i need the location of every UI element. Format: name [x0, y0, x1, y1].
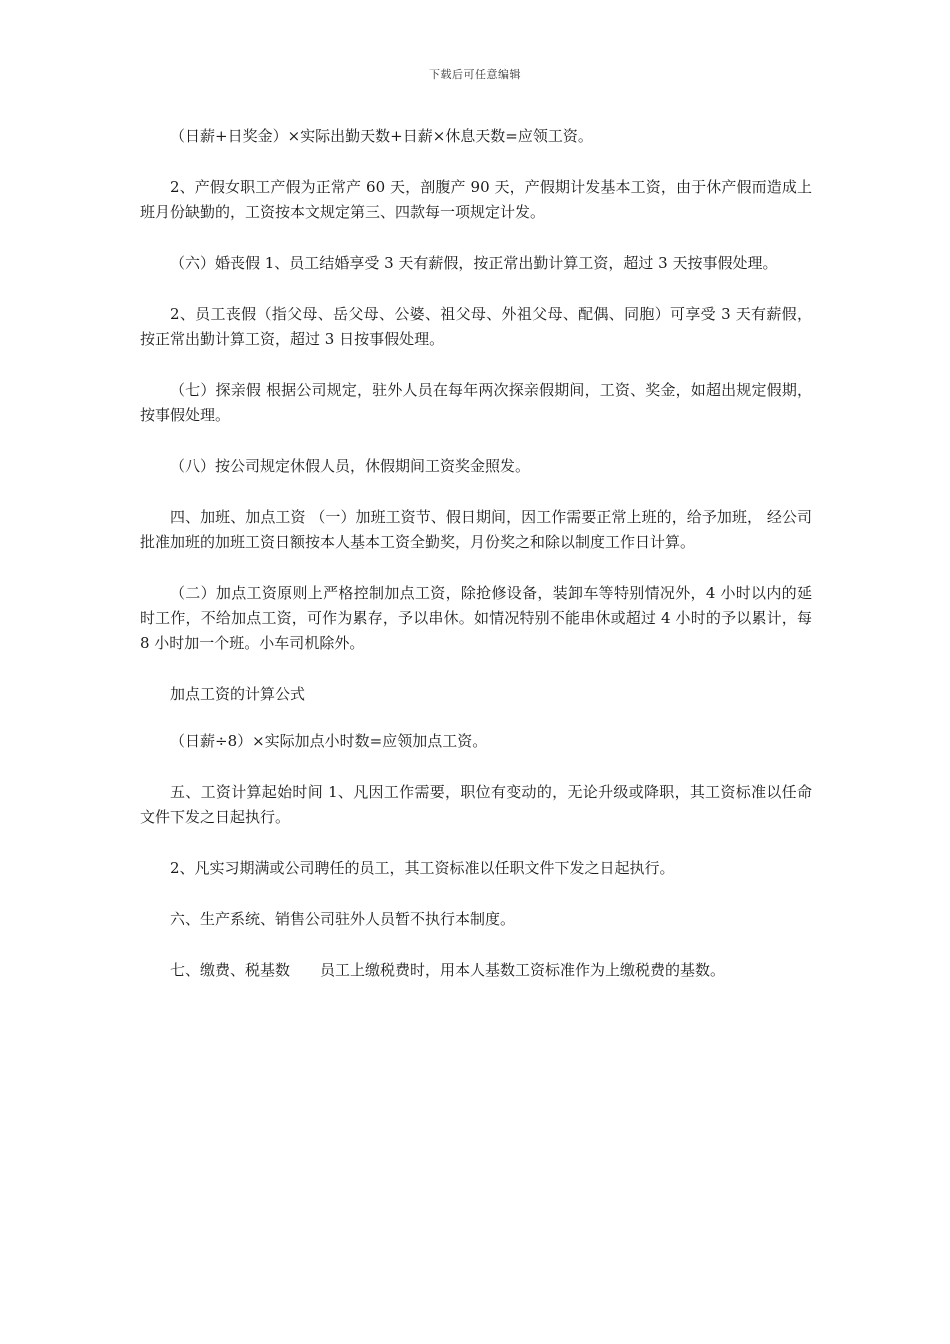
document-body	[140, 124, 812, 1009]
paragraph-salary-start-time: 五、工资计算起始时间 1、凡因工作需要，职位有变动的，无论升级或降职，其工资标准以任命文件下发之日起执行。	[140, 783, 812, 826]
paragraph-extra-hours-pay: （二）加点工资原则上严格控制加点工资，除抢修设备，装卸车等特别情况外，4 小时以内的延时工作，不给加点工资，可作为累存，予以串休。如情况特别不能串休或超过 4 小时的予以累计，每 8 小时加一个班。小车司机除外。	[140, 584, 812, 652]
paragraph-extra-hours-formula-title: 加点工资的计算公式	[170, 685, 306, 703]
paragraph-intern-salary: 2、凡实习期满或公司聘任的员工，其工资标准以任职文件下发之日起执行。	[170, 859, 675, 877]
paragraph-marriage-leave: （六）婚丧假 1、员工结婚享受 3 天有薪假，按正常出勤计算工资，超过 3 天按事假处理。	[170, 254, 778, 272]
paragraph-family-visit-leave: （七）探亲假 根据公司规定，驻外人员在每年两次探亲假期间，工资、奖金，如超出规定假期，按事假处理。	[140, 381, 812, 424]
paragraph-overtime-pay: 四、加班、加点工资 （一）加班工资节、假日期间，因工作需要正常上班的，给予加班， 经公司批准加班的加班工资日额按本人基本工资全勤奖，月份奖之和除以制度工作日计算。	[140, 508, 812, 551]
paragraph-tax-base: 七、缴费、税基数 员工上缴税费时，用本人基数工资标准作为上缴税费的基数。	[170, 961, 726, 979]
paragraph-salary-formula: （日薪+日奖金）×实际出勤天数+日薪×休息天数=应领工资。	[170, 127, 593, 145]
paragraph-exemption: 六、生产系统、销售公司驻外人员暂不执行本制度。	[170, 910, 516, 928]
paragraph-bereavement-leave: 2、员工丧假（指父母、岳父母、公婆、祖父母、外祖父母、配偶、同胞）可享受 3 天有薪假，按正常出勤计算工资，超过 3 日按事假处理。	[140, 305, 812, 348]
paragraph-company-vacation: （八）按公司规定休假人员，休假期间工资奖金照发。	[170, 457, 531, 475]
paragraph-maternity-leave: 2、产假女职工产假为正常产 60 天，剖腹产 90 天，产假期计发基本工资，由于休产假而造成上班月份缺勤的，工资按本文规定第三、四款每一项规定计发。	[140, 178, 812, 221]
page-header-note: 下载后可任意编辑	[429, 68, 521, 81]
paragraph-extra-hours-formula: （日薪÷8）×实际加点小时数=应领加点工资。	[170, 732, 488, 750]
